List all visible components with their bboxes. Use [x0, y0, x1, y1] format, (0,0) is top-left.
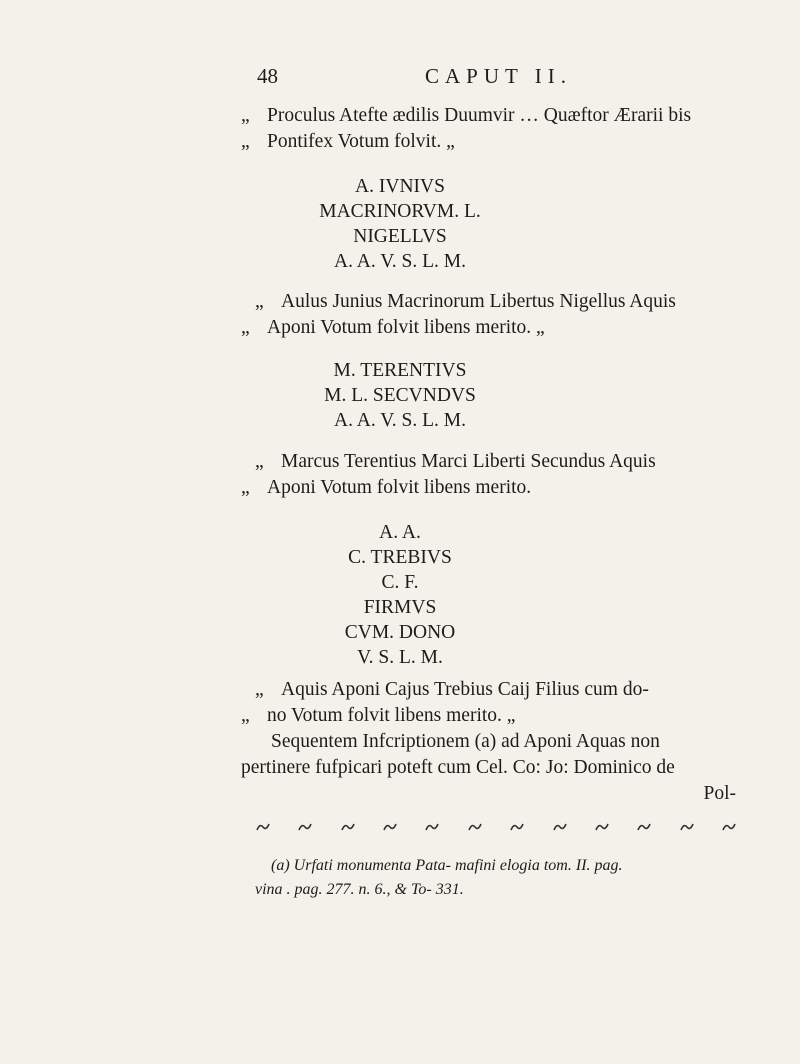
text-line — [255, 452, 656, 472]
text-line — [241, 132, 455, 152]
footnote-text: vina . pag. 277. n. 6., & To- 331. — [255, 881, 464, 898]
text-line — [255, 680, 649, 700]
fleuron-icon — [680, 822, 694, 832]
quote-mark: „ — [446, 131, 455, 152]
text-content: Aponi Votum folvit libens merito. — [267, 477, 532, 498]
fleuron-icon — [722, 822, 736, 832]
quote-mark: „ — [255, 679, 264, 700]
fleuron-icon — [595, 822, 609, 832]
catchword: Pol- — [703, 783, 736, 804]
fleuron-icon — [256, 822, 270, 832]
inscription-line: CVM. DONO — [344, 622, 456, 643]
fleuron-icon — [553, 822, 567, 832]
footnote-line — [255, 882, 464, 898]
inscription-line: A. A. V. S. L. M. — [333, 410, 467, 431]
page-header — [0, 64, 800, 94]
text-content: Pontifex Votum folvit. — [267, 131, 442, 152]
footnote-line — [271, 858, 623, 874]
quote-mark: „ — [241, 131, 250, 152]
fleuron-icon — [383, 822, 397, 832]
inscription-line: A. A. V. S. L. M. — [333, 251, 467, 272]
text-line: Sequentem Infcriptionem (a) ad Aponi Aquas non — [271, 731, 660, 752]
text-line — [255, 292, 676, 312]
inscription-line: V. S. L. M. — [357, 647, 443, 668]
quote-mark: „ — [241, 705, 250, 726]
inscription-line: A. IVNIVS — [355, 176, 445, 197]
fleuron-icon — [510, 822, 524, 832]
inscription-line: NIGELLVS — [353, 226, 447, 247]
inscription-line: C. TREBIVS — [348, 547, 452, 568]
inscription — [0, 358, 800, 433]
text-content: Aquis Aponi Cajus Trebius Caij Filius cum do- — [281, 679, 649, 700]
quote-mark: „ — [255, 451, 264, 472]
inscription-line: M. TERENTIVS — [333, 360, 467, 381]
quote-mark: „ — [506, 705, 516, 726]
text-content: Aponi Votum folvit libens merito. — [267, 317, 532, 338]
inscription-line: C. F. — [381, 572, 419, 593]
quote-mark: „ — [255, 291, 264, 312]
text-line — [241, 706, 515, 726]
text-line — [241, 478, 531, 498]
text-content: Aulus Junius Macrinorum Libertus Nigellus Aquis — [281, 291, 676, 312]
running-head: CAPUT II. — [425, 64, 572, 88]
fleuron-icon — [341, 822, 355, 832]
text-line: pertinere fufpicari poteft cum Cel. Co: Jo: Dominico de — [241, 757, 675, 778]
text-line — [241, 318, 545, 338]
page-number: 48 — [257, 64, 278, 88]
text-content: Marcus Terentius Marci Liberti Secundus Aquis — [281, 451, 656, 472]
fleuron-icon — [298, 822, 312, 832]
fleuron-icon — [425, 822, 439, 832]
inscription-line: M. L. SECVNDVS — [324, 385, 476, 406]
text-content: no Votum folvit libens merito. — [267, 705, 502, 726]
fleuron-icon — [637, 822, 651, 832]
quote-mark: „ — [536, 317, 545, 338]
inscription-line: FIRMVS — [363, 597, 437, 618]
quote-mark: „ — [241, 105, 250, 126]
inscription — [0, 174, 800, 274]
quote-mark: „ — [241, 317, 250, 338]
inscription — [0, 520, 800, 670]
text-line — [241, 106, 691, 126]
fleuron-icon — [468, 822, 482, 832]
inscription-line: MACRINORVM. L. — [319, 201, 481, 222]
quote-mark: „ — [241, 477, 250, 498]
text-content: Proculus Atefte ædilis Duumvir … Quæftor Ærarii bis — [267, 105, 692, 126]
ornament-rule — [256, 822, 736, 836]
footnote-text: (a) Urfati monumenta Pata- mafini elogia tom. II. pag. — [271, 857, 623, 874]
inscription-line: A. A. — [379, 522, 421, 543]
